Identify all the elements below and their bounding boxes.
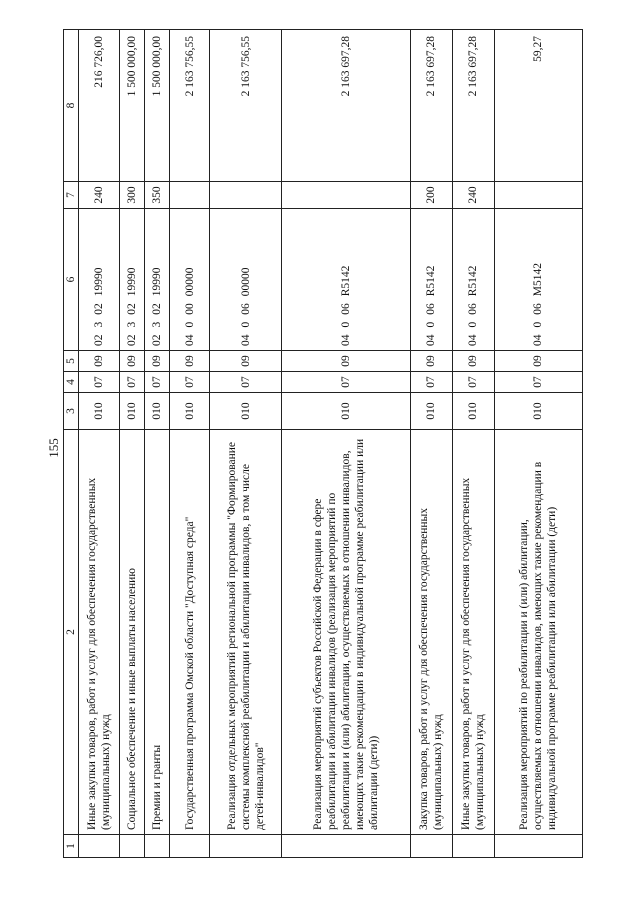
row-number-cell [210, 835, 282, 858]
target-article-part: 00000 [183, 267, 196, 297]
expense-type-cell [494, 182, 582, 209]
subsection-code-cell: 09 [169, 351, 210, 372]
target-article-part: 0 [239, 321, 252, 328]
target-article-part: 0 [467, 321, 480, 328]
target-article-part: 19990 [125, 267, 138, 297]
amount-cell: 2 163 756,55 [169, 30, 210, 182]
target-article-part: 02 [125, 303, 138, 315]
subsection-code-cell: 09 [79, 351, 120, 372]
expense-type-cell: 350 [144, 182, 169, 209]
target-article-part: 00000 [239, 267, 252, 297]
ministry-code-cell: 010 [119, 393, 144, 430]
row-number-cell [169, 835, 210, 858]
page-number: 155 [46, 438, 61, 458]
table-row [452, 30, 494, 858]
item-name-cell: Иные закупки товаров, работ и услуг для обеспечения государственных (муниципальных) нужд [79, 430, 120, 835]
section-code-cell: 07 [410, 372, 452, 393]
header-cell: 8 [64, 30, 79, 182]
target-article-part: 02 [150, 303, 163, 315]
section-code-cell: 07 [79, 372, 120, 393]
target-article-part: R5142 [425, 265, 438, 297]
target-article-part: 0 [425, 321, 438, 328]
header-cell: 5 [64, 351, 79, 372]
rotated-page [63, 30, 583, 858]
target-article-part: 02 [92, 334, 105, 346]
row-number-cell [79, 835, 120, 858]
table-row [79, 30, 120, 858]
target-article-part: R5142 [467, 265, 480, 297]
amount-cell: 1 500 000,00 [119, 30, 144, 182]
header-cell: 4 [64, 372, 79, 393]
amount-cell: 2 163 697,28 [410, 30, 452, 182]
header-cell: 2 [64, 430, 79, 835]
section-code-cell: 07 [119, 372, 144, 393]
table-row [210, 30, 282, 858]
section-code-cell: 07 [210, 372, 282, 393]
expense-type-cell [282, 182, 411, 209]
budget-table [63, 29, 583, 858]
header-cell: 3 [64, 393, 79, 430]
row-number-cell [494, 835, 582, 858]
target-article-part: R5142 [339, 265, 352, 297]
subsection-code-cell: 09 [452, 351, 494, 372]
item-name-cell: Социальное обеспечение и иные выплаты населению [119, 430, 144, 835]
target-article-cell [410, 209, 452, 351]
target-article-part: 0 [339, 321, 352, 328]
subsection-code-cell: 09 [210, 351, 282, 372]
ministry-code-cell: 010 [282, 393, 411, 430]
ministry-code-cell: 010 [494, 393, 582, 430]
target-article-part: 00 [183, 303, 196, 315]
section-code-cell: 07 [282, 372, 411, 393]
item-name-cell: Реализация мероприятий субъектов Российской Федерации в сфере реабилитации и абилитации инвалидов (реализация мероприятий по реабилитации и (или) абилитации, осуществляемых в отношении инвалидов, имеющих такие рекомендации в индивидуальной программе реабилитации или абилитации (дети)) [282, 430, 411, 835]
target-article-part: 19990 [150, 267, 163, 297]
header-cell: 6 [64, 209, 79, 351]
target-article-part: 3 [125, 321, 138, 328]
row-number-cell [452, 835, 494, 858]
subsection-code-cell: 09 [410, 351, 452, 372]
ministry-code-cell: 010 [410, 393, 452, 430]
target-article-cell [210, 209, 282, 351]
target-article-cell [282, 209, 411, 351]
target-article-cell [169, 209, 210, 351]
subsection-code-cell: 09 [144, 351, 169, 372]
target-article-part: 02 [150, 334, 163, 346]
ministry-code-cell: 010 [452, 393, 494, 430]
target-article-part: 06 [339, 303, 352, 315]
amount-cell: 2 163 697,28 [452, 30, 494, 182]
amount-cell: 59,27 [494, 30, 582, 182]
amount-cell: 2 163 756,55 [210, 30, 282, 182]
subsection-code-cell: 09 [119, 351, 144, 372]
header-row [64, 30, 79, 858]
header-cell: 7 [64, 182, 79, 209]
table-body [79, 30, 583, 858]
target-article-part: 04 [425, 334, 438, 346]
target-article-part: 0 [532, 321, 545, 328]
table-row [169, 30, 210, 858]
amount-cell: 2 163 697,28 [282, 30, 411, 182]
item-name-cell: Реализация мероприятий по реабилитации и (или) абилитации, осуществляемых в отношении инвалидов, имеющих такие рекомендации в индивидуальной программе реабилитации или абилитации (дети) [494, 430, 582, 835]
target-article-part: M5142 [532, 263, 545, 297]
item-name-cell: Закупка товаров, работ и услуг для обеспечения государственных (муниципальных) нужд [410, 430, 452, 835]
target-article-cell [119, 209, 144, 351]
target-article-part: 04 [183, 334, 196, 346]
target-article-part: 02 [92, 303, 105, 315]
target-article-part: 02 [125, 334, 138, 346]
section-code-cell: 07 [169, 372, 210, 393]
ministry-code-cell: 010 [79, 393, 120, 430]
expense-type-cell: 200 [410, 182, 452, 209]
ministry-code-cell: 010 [210, 393, 282, 430]
table-row [282, 30, 411, 858]
target-article-cell [79, 209, 120, 351]
target-article-part: 04 [467, 334, 480, 346]
expense-type-cell: 240 [452, 182, 494, 209]
ministry-code-cell: 010 [144, 393, 169, 430]
section-code-cell: 07 [144, 372, 169, 393]
table-row [119, 30, 144, 858]
section-code-cell: 07 [494, 372, 582, 393]
target-article-part: 0 [183, 321, 196, 328]
target-article-part: 19990 [92, 267, 105, 297]
table-row [410, 30, 452, 858]
target-article-cell [494, 209, 582, 351]
amount-cell: 1 500 000,00 [144, 30, 169, 182]
table-row [494, 30, 582, 858]
target-article-cell [144, 209, 169, 351]
row-number-cell [282, 835, 411, 858]
target-article-part: 3 [150, 321, 163, 328]
target-article-part: 04 [532, 334, 545, 346]
target-article-cell [452, 209, 494, 351]
item-name-cell: Иные закупки товаров, работ и услуг для обеспечения государственных (муниципальных) нужд [452, 430, 494, 835]
target-article-part: 06 [467, 303, 480, 315]
section-code-cell: 07 [452, 372, 494, 393]
target-article-part: 06 [425, 303, 438, 315]
target-article-part: 04 [339, 334, 352, 346]
expense-type-cell: 240 [79, 182, 120, 209]
target-article-part: 06 [532, 303, 545, 315]
expense-type-cell [169, 182, 210, 209]
header-cell: 1 [64, 835, 79, 858]
expense-type-cell [210, 182, 282, 209]
target-article-part: 3 [92, 321, 105, 328]
row-number-cell [144, 835, 169, 858]
amount-cell: 216 726,00 [79, 30, 120, 182]
subsection-code-cell: 09 [282, 351, 411, 372]
target-article-part: 06 [239, 303, 252, 315]
ministry-code-cell: 010 [169, 393, 210, 430]
target-article-part: 04 [239, 334, 252, 346]
subsection-code-cell: 09 [494, 351, 582, 372]
table-row [144, 30, 169, 858]
item-name-cell: Премии и гранты [144, 430, 169, 835]
item-name-cell: Государственная программа Омской области "Доступная среда" [169, 430, 210, 835]
row-number-cell [119, 835, 144, 858]
item-name-cell: Реализация отдельных мероприятий региональной программы "Формирование системы комплексной реабилитации и абилитации инвалидов, в том числе детей-инвалидов" [210, 430, 282, 835]
expense-type-cell: 300 [119, 182, 144, 209]
row-number-cell [410, 835, 452, 858]
